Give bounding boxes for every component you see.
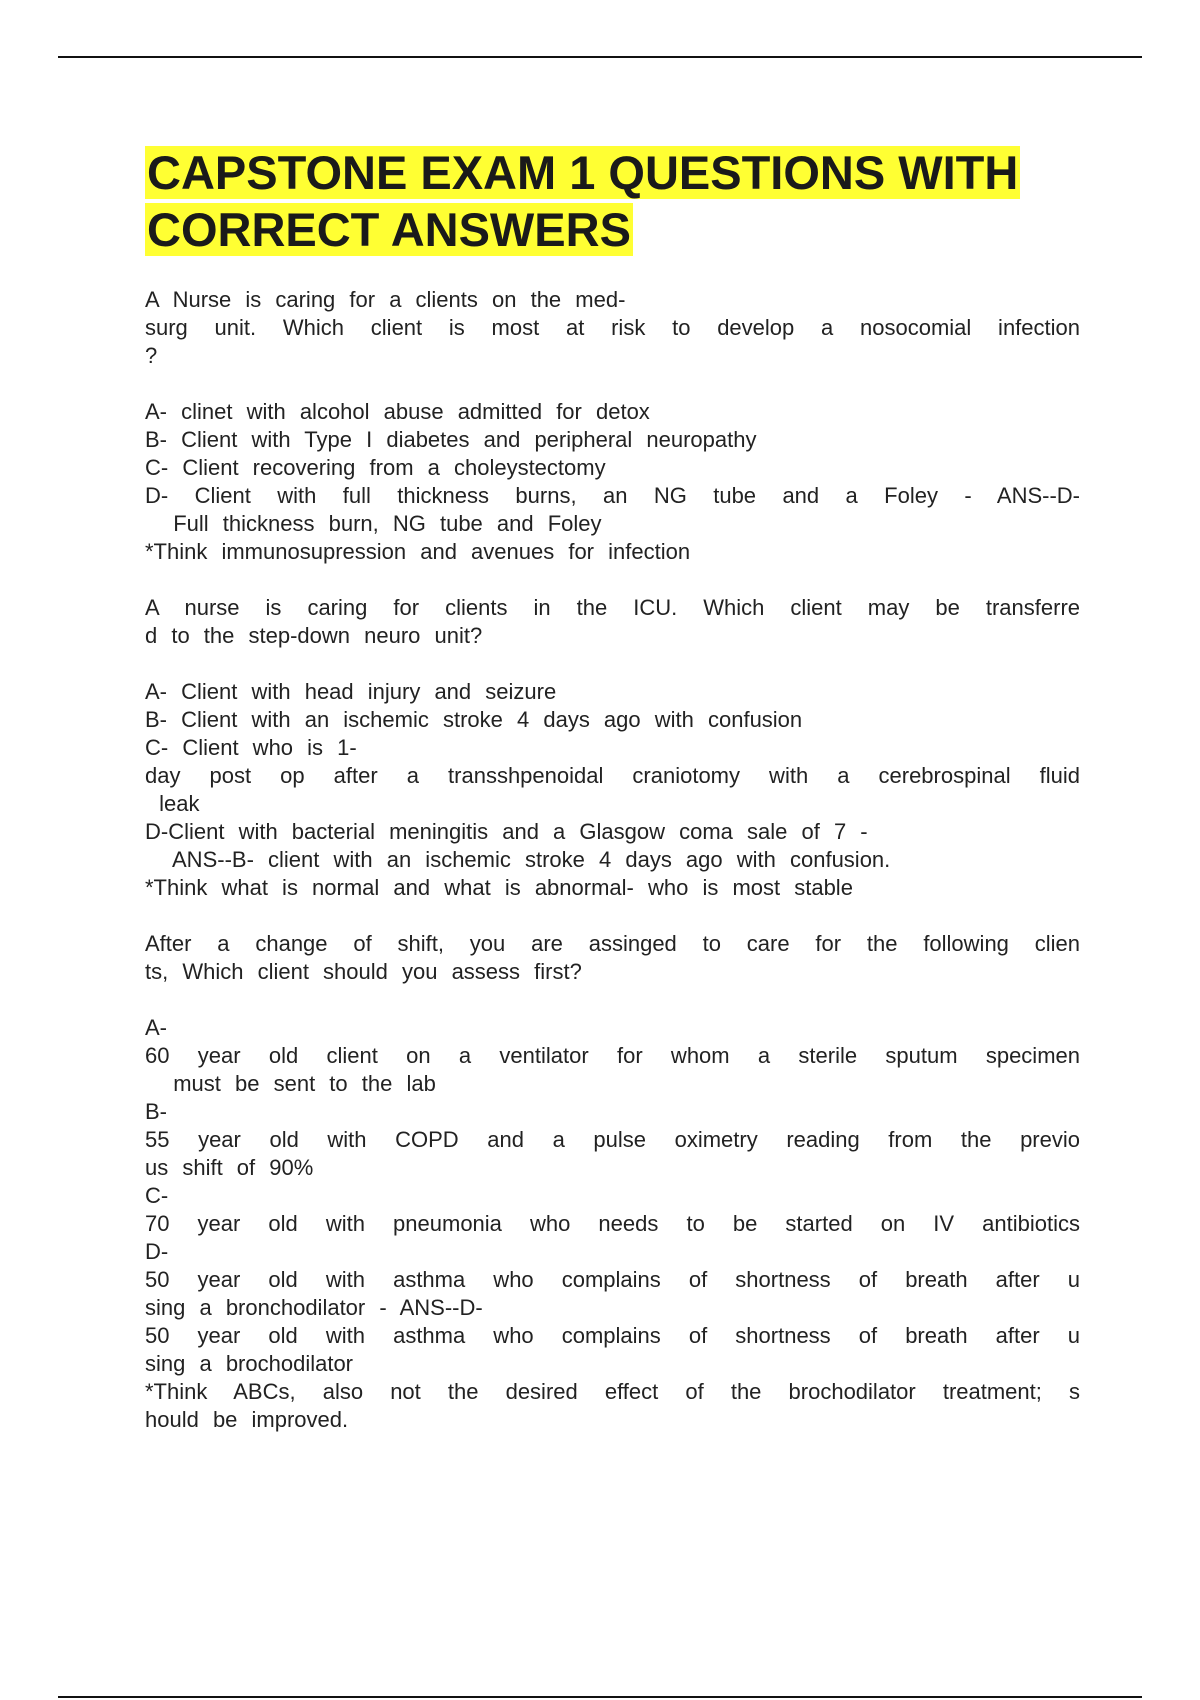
answer-key: sing a brochodilator bbox=[145, 1351, 354, 1376]
question-stem-line: ? bbox=[145, 343, 158, 368]
spacer bbox=[145, 986, 1080, 1014]
answer-option: D- bbox=[145, 1239, 169, 1264]
answer-option: D- Client with full thickness burns, an NG tube and a Foley - ANS--D- bbox=[145, 483, 1080, 508]
answer-option: 70 year old with pneumonia who needs to be started on IV antibiotics bbox=[145, 1211, 1080, 1236]
answer-key: 50 year old with asthma who complains of shortness of breath after u bbox=[145, 1323, 1080, 1348]
question-stem-line: d to the step-down neuro unit? bbox=[145, 623, 483, 648]
answer-option: A- bbox=[145, 1015, 167, 1040]
answer-option: must be sent to the lab bbox=[145, 1071, 436, 1096]
answer-option: D-Client with bacterial meningitis and a Glasgow coma sale of 7 - bbox=[145, 819, 868, 844]
spacer bbox=[145, 370, 1080, 398]
answer-option: C- Client who is 1- bbox=[145, 735, 357, 760]
spacer bbox=[145, 566, 1080, 594]
answer-option: 60 year old client on a ventilator for whom a sterile sputum specimen bbox=[145, 1043, 1080, 1068]
rationale: hould be improved. bbox=[145, 1407, 349, 1432]
question-stem-line: A Nurse is caring for a clients on the med- bbox=[145, 287, 626, 312]
question-stem-line: ts, Which client should you assess first? bbox=[145, 959, 582, 984]
answer-option: B- Client with Type I diabetes and peripheral neuropathy bbox=[145, 427, 757, 452]
question-2 bbox=[145, 594, 1080, 902]
answer-option: A- Client with head injury and seizure bbox=[145, 679, 557, 704]
question-stem-line: surg unit. Which client is most at risk to develop a nosocomial infection bbox=[145, 315, 1080, 340]
rationale: *Think ABCs, also not the desired effect of the brochodilator treatment; s bbox=[145, 1379, 1080, 1404]
question-stem-line: After a change of shift, you are assinged to care for the following clien bbox=[145, 931, 1080, 956]
answer-key: ANS--B- client with an ischemic stroke 4 days ago with confusion. bbox=[145, 847, 891, 872]
question-stem-line: A nurse is caring for clients in the ICU. Which client may be transferre bbox=[145, 595, 1080, 620]
answer-option: day post op after a transshpenoidal craniotomy with a cerebrospinal fluid bbox=[145, 763, 1080, 788]
document-body bbox=[145, 286, 1080, 1434]
answer-option: us shift of 90% bbox=[145, 1155, 314, 1180]
answer-option: 50 year old with asthma who complains of shortness of breath after u bbox=[145, 1267, 1080, 1292]
answer-key: Full thickness burn, NG tube and Foley bbox=[145, 511, 602, 536]
question-3 bbox=[145, 930, 1080, 1434]
answer-key: sing a bronchodilator - ANS--D- bbox=[145, 1295, 483, 1320]
question-1 bbox=[145, 286, 1080, 566]
header-rule bbox=[58, 56, 1142, 58]
answer-option: leak bbox=[145, 791, 200, 816]
rationale: *Think what is normal and what is abnormal- who is most stable bbox=[145, 875, 853, 900]
title-line-1: CAPSTONE EXAM 1 QUESTIONS WITH bbox=[147, 146, 1019, 199]
answer-option: 55 year old with COPD and a pulse oximetry reading from the previo bbox=[145, 1127, 1080, 1152]
answer-option: C- bbox=[145, 1183, 169, 1208]
answer-option: A- clinet with alcohol abuse admitted for detox bbox=[145, 399, 650, 424]
page-title bbox=[145, 144, 1095, 258]
answer-option: B- bbox=[145, 1099, 167, 1124]
answer-option: B- Client with an ischemic stroke 4 days ago with confusion bbox=[145, 707, 803, 732]
answer-option: C- Client recovering from a choleystectomy bbox=[145, 455, 606, 480]
title-line-2: CORRECT ANSWERS bbox=[147, 203, 631, 256]
spacer bbox=[145, 650, 1080, 678]
spacer bbox=[145, 902, 1080, 930]
rationale: *Think immunosupression and avenues for infection bbox=[145, 539, 691, 564]
footer-rule bbox=[58, 1696, 1142, 1698]
